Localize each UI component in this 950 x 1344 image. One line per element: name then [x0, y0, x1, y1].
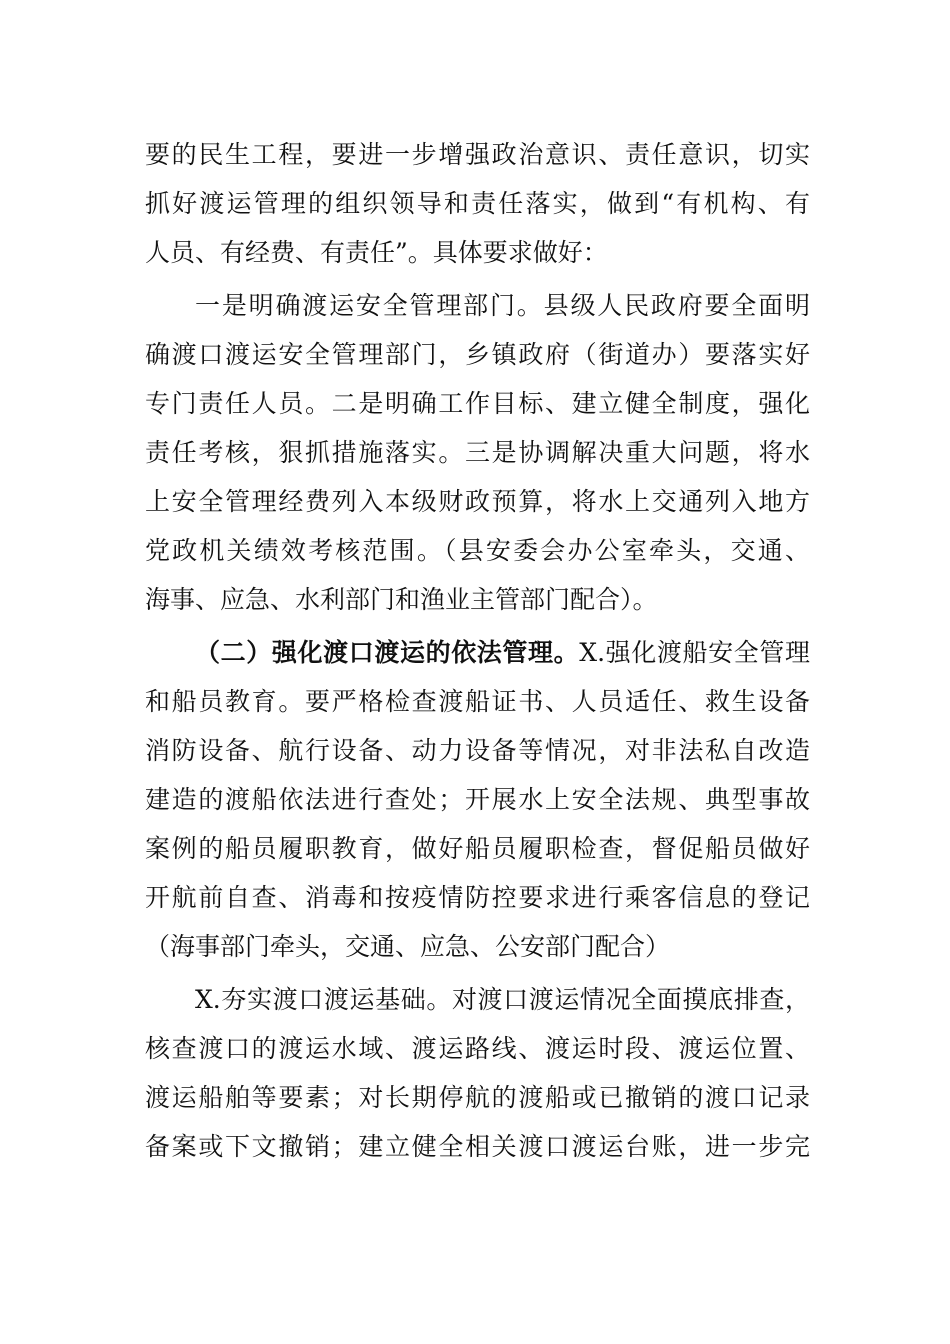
paragraph-2-line-1: 一是明确渡运安全管理部门。县级人民政府要全面明: [195, 291, 810, 320]
paragraph-2-line-5: 上安全管理经费列入本级财政预算，将水上交通列入地方: [145, 487, 810, 516]
section-heading: （二）强化渡口渡运的依法管理。: [195, 638, 580, 667]
paragraph-4-line-2: 核查渡口的渡运水域、渡运路线、渡运时段、渡运位置、: [145, 1034, 810, 1063]
paragraph-3-line-6: 开航前自查、消毒和按疫情防控要求进行乘客信息的登记: [145, 883, 810, 912]
paragraph-4-line-3: 渡运船舶等要素；对长期停航的渡船或已撤销的渡口记录: [145, 1083, 810, 1112]
paragraph-4-line-4: 备案或下文撤销；建立健全相关渡口渡运台账，进一步完: [145, 1132, 810, 1161]
paragraph-1-line-1: 要的民生工程，要进一步增强政治意识、责任意识，切实: [145, 140, 810, 169]
paragraph-2-line-7: 海事、应急、水利部门和渔业主管部门配合）。: [145, 585, 658, 614]
paragraph-3-line-1-text: X.强化渡船安全管理: [579, 638, 810, 667]
paragraph-3-line-1: [145, 628, 810, 677]
paragraph-1-line-3: 人员、有经费、有责任”。具体要求做好：: [145, 238, 608, 267]
paragraph-1-line-2: 抓好渡运管理的组织领导和责任落实，做到“有机构、有: [145, 189, 810, 218]
paragraph-3-line-4: 建造的渡船依法进行查处；开展水上安全法规、典型事故: [145, 785, 810, 814]
paragraph-2-line-6: 党政机关绩效考核范围。（县安委会办公室牵头，交通、: [145, 536, 810, 565]
paragraph-4-line-1: X.夯实渡口渡运基础。对渡口渡运情况全面摸底排查，: [195, 985, 810, 1014]
paragraph-3-line-3: 消防设备、航行设备、动力设备等情况，对非法私自改造: [145, 736, 810, 765]
document-body: [145, 130, 810, 1171]
paragraph-2-line-3: 专门责任人员。二是明确工作目标、建立健全制度，强化: [145, 389, 810, 418]
paragraph-2-line-2: 确渡口渡运安全管理部门，乡镇政府（街道办）要落实好: [145, 340, 810, 369]
paragraph-2-line-4: 责任考核，狠抓措施落实。三是协调解决重大问题，将水: [145, 438, 810, 467]
paragraph-3-line-5: 案例的船员履职教育，做好船员履职检查，督促船员做好: [145, 834, 810, 863]
paragraph-3-line-2: 和船员教育。要严格检查渡船证书、人员适任、救生设备: [145, 687, 810, 716]
paragraph-3-line-7: （海事部门牵头，交通、应急、公安部门配合）: [145, 932, 671, 961]
